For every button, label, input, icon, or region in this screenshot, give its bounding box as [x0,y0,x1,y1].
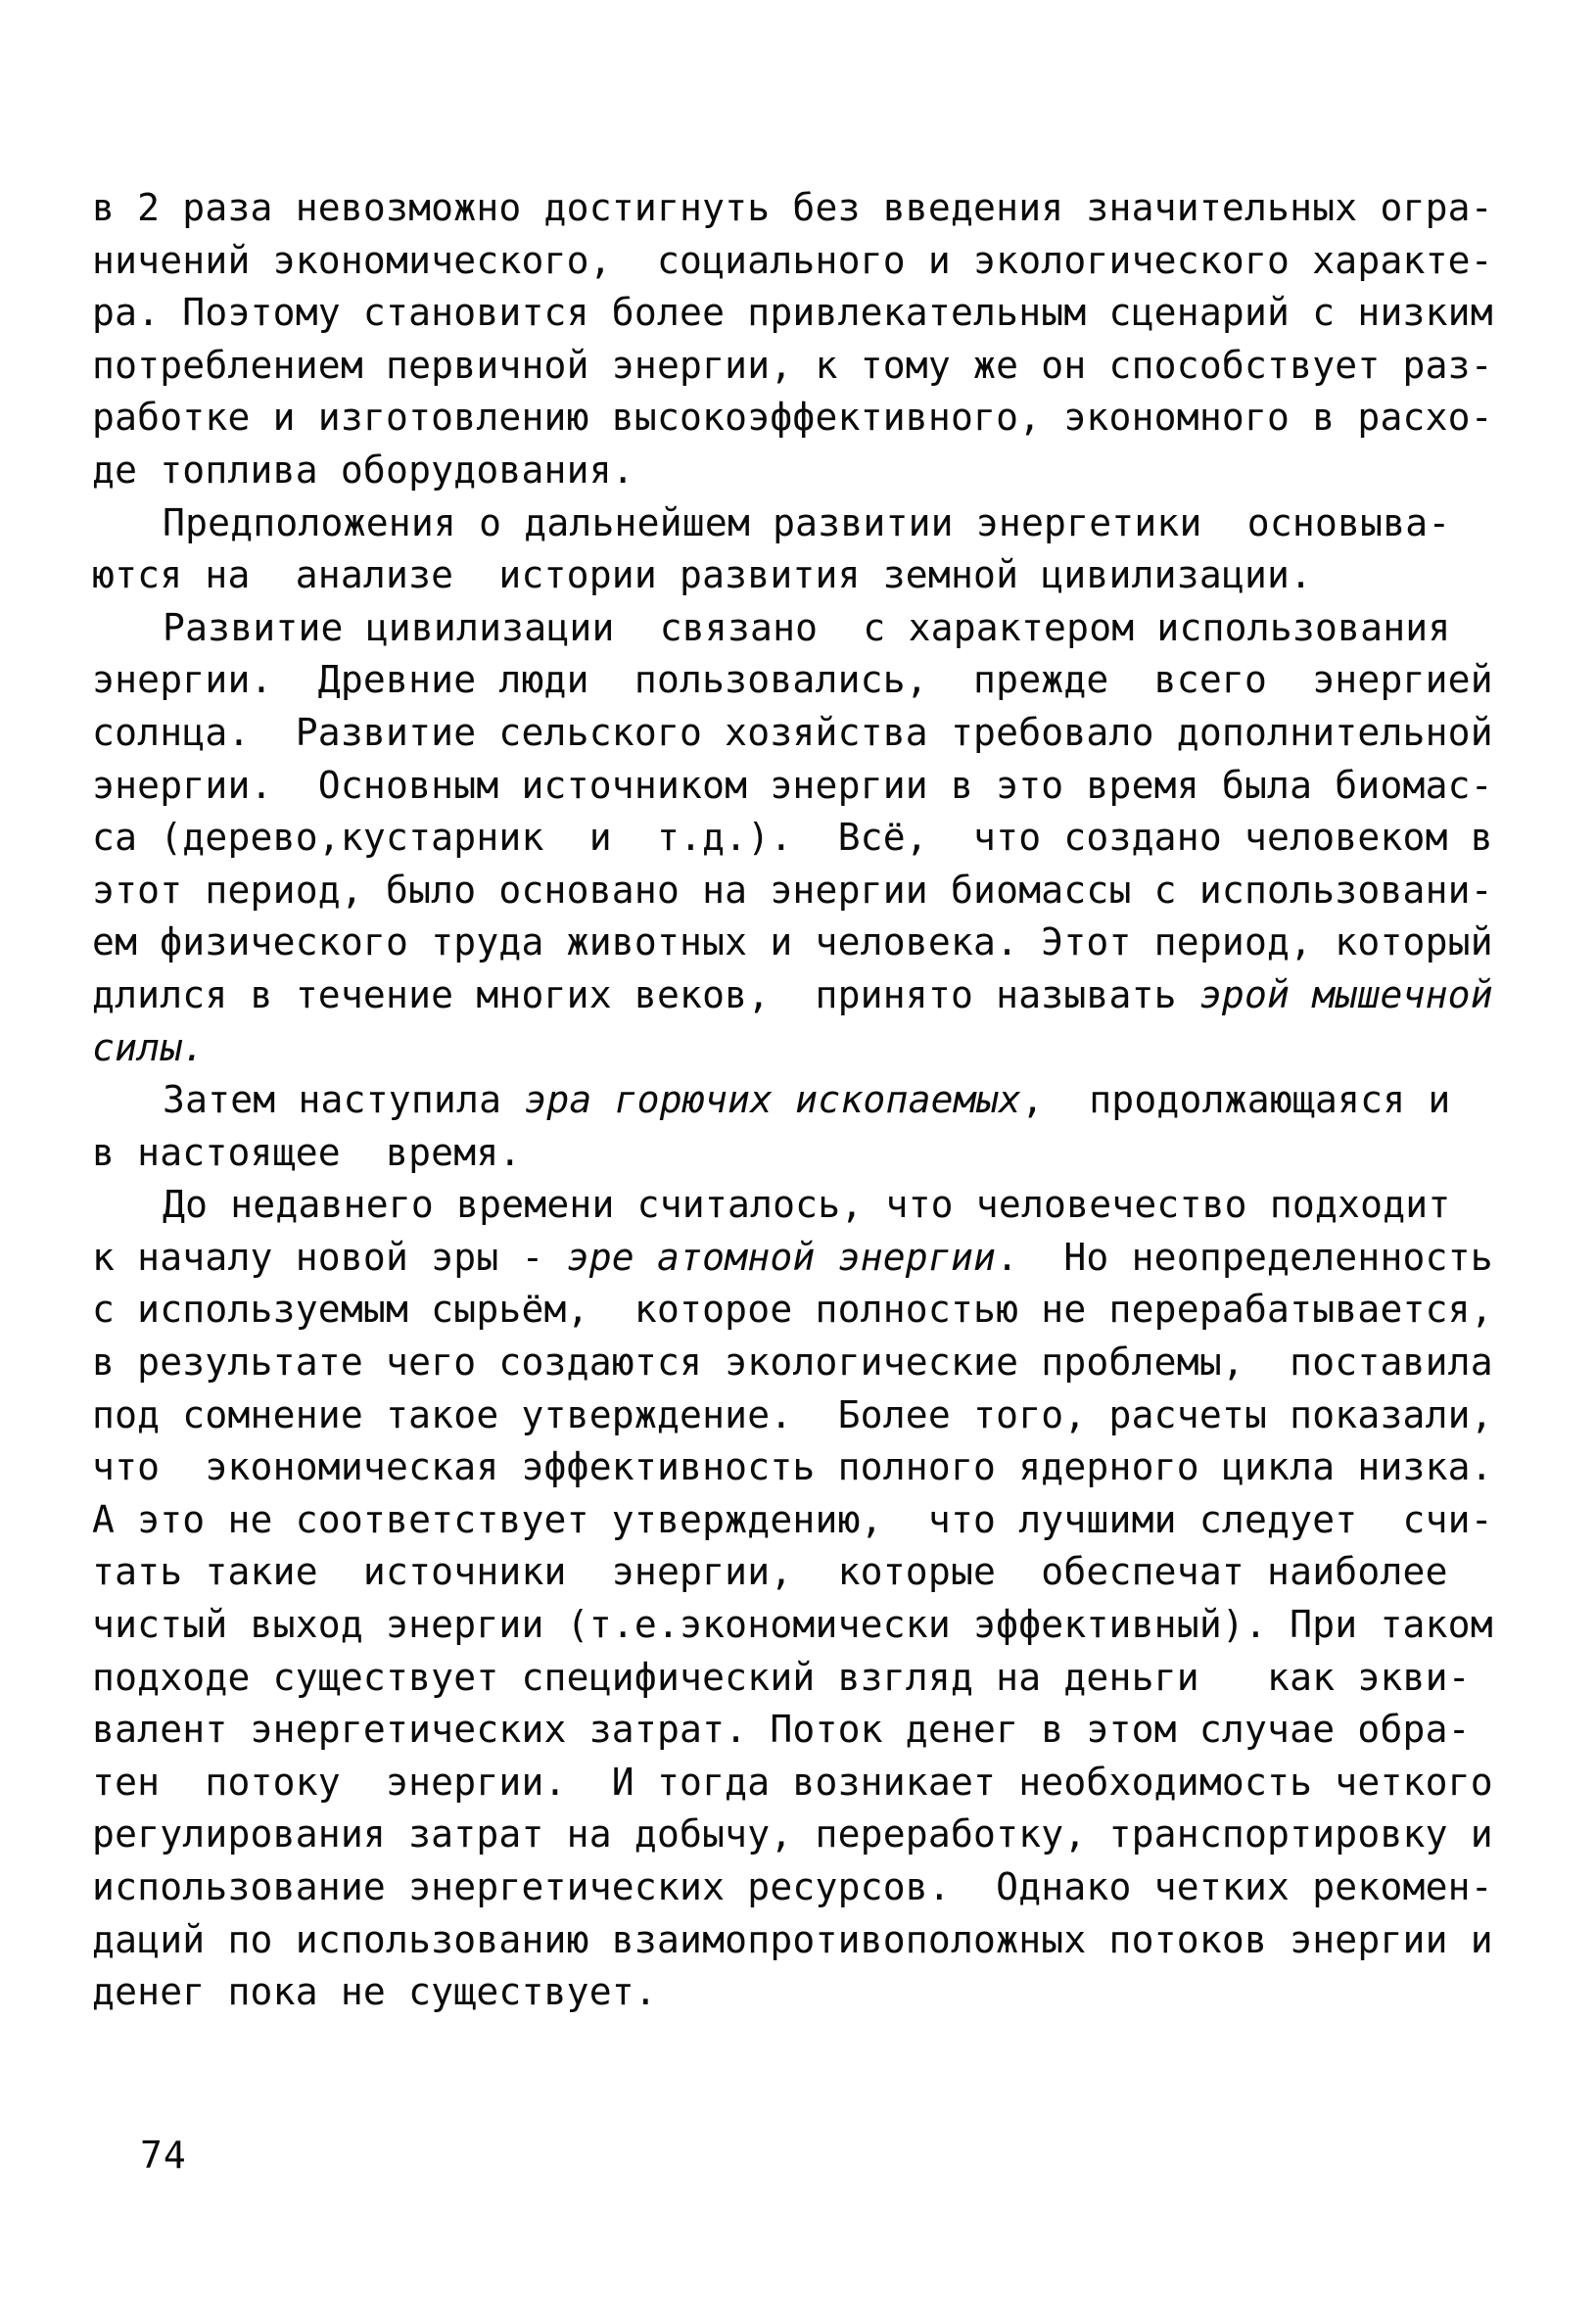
text-segment: этот период, было основано на энергии биомассы с использовани- [92,868,1493,912]
italic-text-segment: эре атомной энергии [566,1235,997,1279]
body-text [92,182,1541,2019]
text-segment: что экономическая эффективность полного ядерного цикла низка. [92,1445,1493,1489]
text-line [92,1284,1541,1337]
text-segment: До недавнего времени считалось, что человечество подходит [163,1183,1451,1227]
italic-text-segment: эрой мышечной [1198,972,1493,1016]
text-segment: работке и изготовлению высокоэффективного, экономного в расхо- [92,396,1493,440]
paragraph-start-line [92,1179,1541,1232]
text-line [92,1966,1541,2019]
italic-text-segment: силы. [92,1025,206,1069]
text-segment: подходе существует специфический взгляд на деньги как экви- [92,1655,1471,1699]
text-line [92,1232,1541,1285]
text-line [92,654,1541,707]
text-line [92,1757,1541,1810]
text-line [92,916,1541,969]
text-segment: ются на анализе истории развития земной цивилизации. [92,553,1313,597]
text-line [92,1546,1541,1599]
text-line [92,760,1541,813]
text-segment: даций по использованию взаимопротивоположных потоков энергии и [92,1917,1493,1961]
text-segment: с используемым сырьём, которое полностью не перерабатывается, [92,1288,1493,1332]
text-line [92,392,1541,445]
text-segment: Предположения о дальнейшем развитии энергетики основыва- [163,500,1451,544]
text-segment: энергии. Древние люди пользовались, прежде всего энергией [92,658,1493,702]
text-segment: Развитие цивилизации связано с характером использования [163,605,1451,649]
text-segment: чистый выход энергии (т.е.экономически эффективный). При таком [92,1603,1493,1647]
text-segment: . Но неопределенность [996,1235,1493,1279]
paragraph-start-line [92,497,1541,550]
text-segment: са (дерево,кустарник и т.д.). Всё, что создано человеком в [92,816,1493,860]
text-line [92,1022,1541,1075]
text-segment: ем физического труда животных и человека. Этот период, который [92,920,1493,964]
paragraph-start-line [92,602,1541,655]
paragraph-start-line [92,1074,1541,1127]
text-line [92,549,1541,602]
text-line [92,1494,1541,1547]
text-segment: солнца. Развитие сельского хозяйства требовало дополнительной [92,710,1493,754]
text-segment: к началу новой эры - [92,1235,567,1279]
text-segment: ничений экономического, социального и экологического характе- [92,238,1493,282]
italic-text-segment: эра горючих ископаемых [524,1078,1021,1122]
text-segment: в 2 раза невозможно достигнуть без введения значительных огра- [92,186,1493,229]
text-line [92,182,1541,235]
text-segment: под сомнение такое утверждение. Более того, расчеты показали, [92,1392,1493,1436]
text-line [92,287,1541,340]
text-line [92,707,1541,760]
text-segment: де топлива оборудования. [92,447,634,492]
text-line [92,1337,1541,1389]
text-line [92,812,1541,865]
text-line [92,1914,1541,1967]
text-segment: , продолжающаяся и [1020,1078,1451,1122]
text-segment: денег пока не существует. [92,1970,657,2014]
text-segment: тать такие источники энергии, которые обеспечат наиболее [92,1550,1448,1594]
text-line [92,1652,1541,1705]
page-number: 74 [140,2134,187,2177]
text-line [92,445,1541,497]
text-segment: использование энергетических ресурсов. Однако четких рекомен- [92,1865,1493,1908]
text-segment: тен потоку энергии. И тогда возникает необходимость четкого [92,1760,1493,1804]
text-line [92,1389,1541,1442]
text-segment: длился в течение многих веков, принято называть [92,972,1199,1016]
text-line [92,1704,1541,1757]
text-line [92,1441,1541,1494]
text-segment: в настоящее время. [92,1130,522,1174]
text-segment: А это не соответствует утверждению, что лучшими следует счи- [92,1497,1493,1541]
text-line [92,235,1541,288]
text-segment: в результате чего создаются экологические проблемы, поставила [92,1340,1493,1385]
text-line [92,969,1541,1022]
text-line [92,1809,1541,1861]
text-segment: валент энергетических затрат. Поток денег в этом случае обра- [92,1708,1471,1752]
text-segment: энергии. Основным источником энергии в это время была биомас- [92,763,1493,807]
text-line [92,1127,1541,1180]
text-segment: регулирования затрат на добычу, переработку, транспортировку и [92,1812,1493,1856]
text-line [92,1861,1541,1914]
text-segment: потреблением первичной энергии, к тому же он способствует раз- [92,343,1493,387]
text-line [92,1599,1541,1652]
text-segment: Затем наступила [163,1078,525,1122]
text-segment: ра. Поэтому становится более привлекательным сценарий с низким [92,291,1493,335]
text-line [92,865,1541,917]
text-line [92,340,1541,393]
